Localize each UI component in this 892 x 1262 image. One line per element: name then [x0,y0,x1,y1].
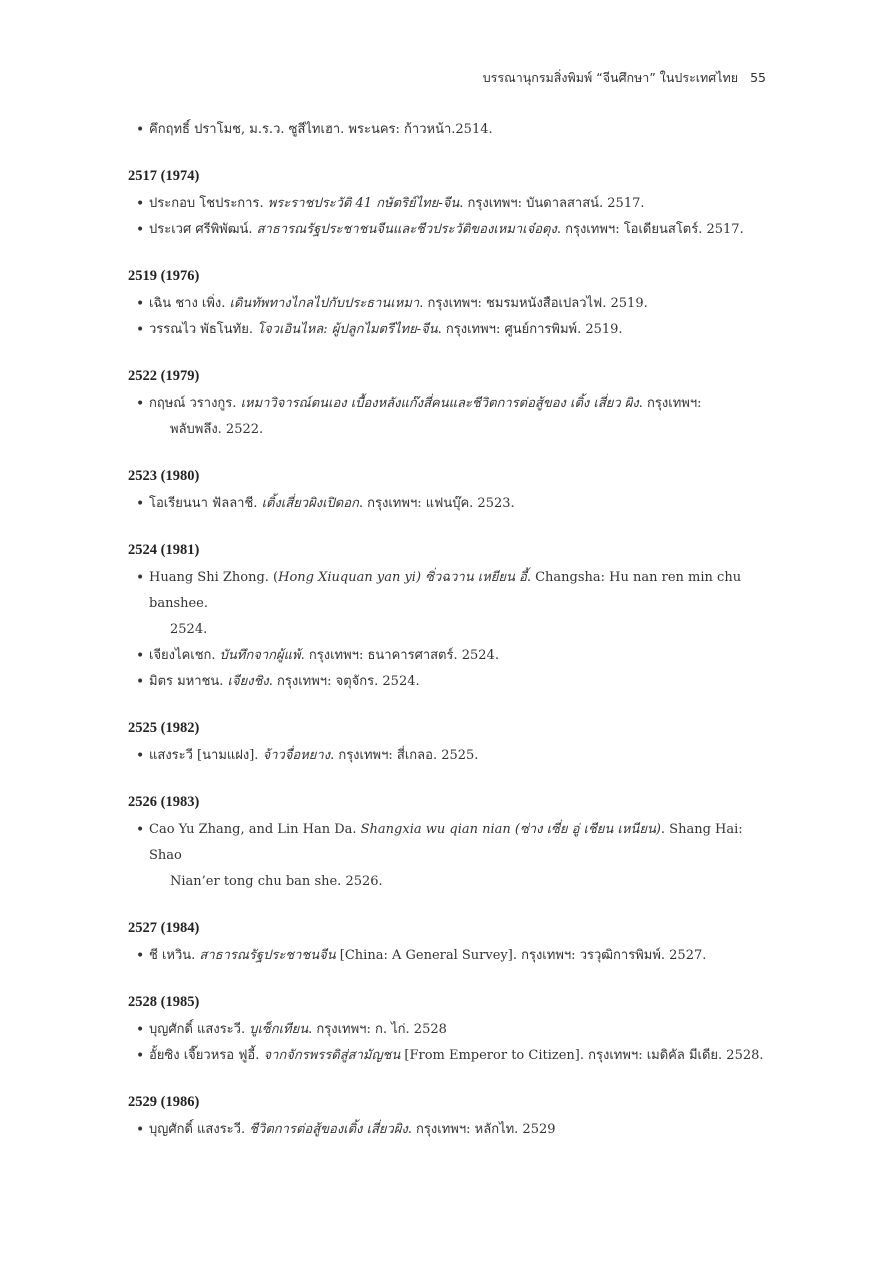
bibliography-body [128,117,768,1168]
entry-title: บันทึกจากผู้แพ้ [219,648,301,663]
entry-publisher: . กรุงเทพฯ: [638,396,702,411]
entry-title: Hong Xiuquan yan yi) ซิ่วฉวาน เหยียน อี้ [278,570,527,585]
entry-author: อั้ยซิง เจี๊ยวหรอ ฟูอี้. [149,1048,264,1063]
year-heading: 2524 (1981) [128,542,200,558]
entry-continuation: Nian’er tong chu ban she. 2526. [170,874,383,889]
entry-author: Cao Yu Zhang, and Lin Han Da. [149,822,361,837]
year-section [128,1094,768,1143]
bibliography-entry [128,491,768,517]
bibliography-entry [128,565,768,643]
year-heading: 2519 (1976) [128,268,200,284]
header-title: บรรณานุกรมสิ่งพิมพ์ “จีนศึกษา” ในประเทศไทย [482,70,739,85]
year-section [128,468,768,517]
entry-author: โอเรียนนา ฟัลลาชี. [149,496,262,511]
year-section [128,794,768,895]
entry-author: ประกอบ โชประการ. [149,196,268,211]
entry-publisher: . กรุงเทพฯ: ก. ไก่. 2528 [308,1022,447,1037]
year-section [128,168,768,243]
bibliography-entry [128,1043,768,1069]
entry-publisher: [China: A General Survey]. กรุงเทพฯ: วรวุฒิการพิมพ์. 2527. [335,948,707,963]
year-heading: 2523 (1980) [128,468,200,484]
top-entry-section [128,117,768,143]
entry-publisher: . กรุงเทพฯ: ศูนย์การพิมพ์. 2519. [437,322,623,337]
entry-continuation: พลับพลึง. 2522. [170,422,264,437]
entry-continuation: 2524. [170,622,208,637]
entry-publisher: . กรุงเทพฯ: ธนาคารศาสตร์. 2524. [300,648,499,663]
entry-title: เติ้งเสี่ยวผิงเปิดอก [261,496,359,511]
bibliography-entry [128,743,768,769]
bibliography-entry: • คึกฤทธิ์ ปราโมช, ม.ร.ว. ซูสีไทเฮา. พระนคร: ก้าวหน้า.2514. [128,117,768,143]
year-section [128,994,768,1069]
entry-title: พระราชประวัติ 41 กษัตริย์ไทย-จีน [267,196,460,211]
entry-title: Shangxia wu qian nian (ซ่าง เซี่ย อู่ เชียน เหนียน) [360,822,661,837]
year-section [128,920,768,969]
entry-publisher: [From Emperor to Citizen]. กรุงเทพฯ: เมดิคัล มีเดีย. 2528. [400,1048,764,1063]
year-section [128,720,768,769]
year-heading: 2529 (1986) [128,1094,200,1110]
entry-publisher: . Shang Hai: Shao [149,822,743,863]
entry-publisher: . กรุงเทพฯ: ชมรมหนังสือเปลวไฟ. 2519. [419,296,648,311]
year-heading: 2522 (1979) [128,368,200,384]
entry-title: บูเซ็กเทียน [249,1022,309,1037]
entry-publisher: . กรุงเทพฯ: สี่เกลอ. 2525. [330,748,479,763]
entry-author: บุญศักดิ์ แสงระวี. [149,1122,250,1137]
entry-publisher: . กรุงเทพฯ: แฟนบุ๊ค. 2523. [358,496,515,511]
entry-author: ประเวศ ศรีพิพัฒน์. [149,222,257,237]
entry-author: Huang Shi Zhong. ( [149,570,279,585]
entry-title: เจียงชิง [227,674,269,689]
year-heading: 2528 (1985) [128,994,200,1010]
entry-author: ชี เหวิน. [149,948,200,963]
entry-publisher: . กรุงเทพฯ: บันดาลสาสน์. 2517. [459,196,645,211]
bibliography-entry [128,1017,768,1043]
entry-title: จ้าวจื่อหยาง [262,748,331,763]
entry-author: มิตร มหาชน. [149,674,228,689]
entry-title: สาธารณรัฐประชาชนจีนและชีวประวัติของเหมาเจ๋อตุง [256,222,557,237]
entry-publisher: . กรุงเทพฯ: จตุจักร. 2524. [268,674,420,689]
entry-author: กฤษณ์ วรางกูร. [149,396,241,411]
entry-author: เฉิน ชาง เพิ่ง. [149,296,230,311]
entry-title: ชีวิตการต่อสู้ของเติ้ง เสี่ยวผิง [249,1122,408,1137]
year-section [128,368,768,443]
bibliography-entry [128,191,768,217]
bibliography-entry [128,317,768,343]
entry-title: จากจักรพรรดิสู่สามัญชน [263,1048,401,1063]
bibliography-entry [128,669,768,695]
running-header [483,68,766,88]
entry-publisher: . กรุงเทพฯ: หลักไท. 2529 [407,1122,556,1137]
year-heading: 2527 (1984) [128,920,200,936]
bibliography-entry [128,643,768,669]
entry-author: บุญศักดิ์ แสงระวี. [149,1022,250,1037]
entry-title: เหมาวิจารณ์ตนเอง เบื้องหลังแก๊งสี่คนและชีวิตการต่อสู้ของ เติ้ง เสี่ยว ผิง [240,396,639,411]
entry-publisher: . กรุงเทพฯ: โอเดียนสโตร์. 2517. [556,222,744,237]
entry-title: โจวเอินไหล: ผู้ปลูกไมตรีไทย-จีน [257,322,438,337]
entry-author: แสงระวี [นามแฝง]. [149,748,263,763]
entry-title: เดินทัพทางไกลไปกับประธานเหมา [229,296,420,311]
year-heading: 2525 (1982) [128,720,200,736]
entry-publisher: . Changsha: Hu nan ren min chu banshee. [149,570,742,611]
year-heading: 2526 (1983) [128,794,200,810]
entry-author: เจียงไคเชก. [149,648,220,663]
bibliography-entry [128,817,768,895]
year-heading: 2517 (1974) [128,168,200,184]
year-sections [128,168,768,1143]
page-number: 55 [750,70,766,85]
bibliography-entry [128,217,768,243]
entry-title: สาธารณรัฐประชาชนจีน [199,948,336,963]
bibliography-entry [128,291,768,317]
bibliography-entry [128,943,768,969]
year-section [128,542,768,695]
bibliography-entry [128,1117,768,1143]
bibliography-entry [128,391,768,443]
year-section [128,268,768,343]
entry-author: วรรณไว พัธโนทัย. [149,322,258,337]
